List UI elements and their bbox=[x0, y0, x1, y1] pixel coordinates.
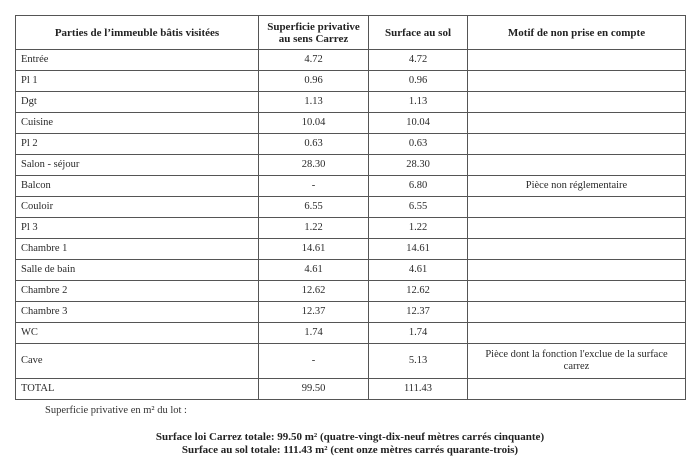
sol-value: 4.61 bbox=[369, 260, 468, 281]
surface-table bbox=[15, 15, 686, 400]
table-row bbox=[16, 323, 686, 344]
motif-value bbox=[468, 260, 686, 281]
carrez-value: 0.63 bbox=[259, 134, 369, 155]
room-name: Entrée bbox=[16, 50, 259, 71]
sol-value: 6.55 bbox=[369, 197, 468, 218]
carrez-value: 0.96 bbox=[259, 71, 369, 92]
total-motif bbox=[468, 379, 686, 400]
room-name: Pl 3 bbox=[16, 218, 259, 239]
room-name: Chambre 2 bbox=[16, 281, 259, 302]
sol-value: 0.96 bbox=[369, 71, 468, 92]
motif-value bbox=[468, 281, 686, 302]
table-row bbox=[16, 197, 686, 218]
header-carrez: Superficie privative au sens Carrez bbox=[259, 16, 369, 50]
table-row bbox=[16, 155, 686, 176]
carrez-value: 12.62 bbox=[259, 281, 369, 302]
sol-value: 0.63 bbox=[369, 134, 468, 155]
table-row bbox=[16, 260, 686, 281]
summary-sol-line: Surface au sol totale: 111.43 m² (cent onze mètres carrés quarante-trois) bbox=[181, 444, 519, 456]
carrez-value: 14.61 bbox=[259, 239, 369, 260]
carrez-value: 12.37 bbox=[259, 302, 369, 323]
table-row bbox=[16, 134, 686, 155]
motif-value: Pièce non réglementaire bbox=[468, 176, 686, 197]
sol-value: 1.13 bbox=[369, 92, 468, 113]
room-name: Pl 1 bbox=[16, 71, 259, 92]
total-sol: 111.43 bbox=[369, 379, 468, 400]
carrez-value: 1.22 bbox=[259, 218, 369, 239]
motif-value bbox=[468, 323, 686, 344]
room-name: Salle de bain bbox=[16, 260, 259, 281]
room-name: Chambre 1 bbox=[16, 239, 259, 260]
sol-value: 4.72 bbox=[369, 50, 468, 71]
table-header-row bbox=[16, 16, 686, 50]
room-name: Cuisine bbox=[16, 113, 259, 134]
table-row bbox=[16, 176, 686, 197]
room-name: WC bbox=[16, 323, 259, 344]
motif-value: Pièce dont la fonction l'exclue de la surface carrez bbox=[468, 344, 686, 379]
motif-value bbox=[468, 218, 686, 239]
table-row bbox=[16, 239, 686, 260]
sol-value: 28.30 bbox=[369, 155, 468, 176]
table-row bbox=[16, 71, 686, 92]
table-row bbox=[16, 218, 686, 239]
motif-value bbox=[468, 239, 686, 260]
motif-value bbox=[468, 71, 686, 92]
carrez-value: 10.04 bbox=[259, 113, 369, 134]
header-motif: Motif de non prise en compte bbox=[468, 16, 686, 50]
total-label: TOTAL bbox=[16, 379, 259, 400]
table-row bbox=[16, 92, 686, 113]
sol-value: 10.04 bbox=[369, 113, 468, 134]
summary-label: Superficie privative en m² du lot : bbox=[45, 405, 187, 416]
room-name: Salon - séjour bbox=[16, 155, 259, 176]
motif-value bbox=[468, 134, 686, 155]
summary-block bbox=[0, 431, 700, 457]
motif-value bbox=[468, 155, 686, 176]
table-row bbox=[16, 281, 686, 302]
sol-value: 1.74 bbox=[369, 323, 468, 344]
room-name: Couloir bbox=[16, 197, 259, 218]
carrez-value: - bbox=[259, 176, 369, 197]
carrez-value: 1.74 bbox=[259, 323, 369, 344]
motif-value bbox=[468, 197, 686, 218]
table-row bbox=[16, 344, 686, 379]
carrez-value: - bbox=[259, 344, 369, 379]
room-name: Chambre 3 bbox=[16, 302, 259, 323]
sol-value: 1.22 bbox=[369, 218, 468, 239]
sol-value: 14.61 bbox=[369, 239, 468, 260]
sol-value: 6.80 bbox=[369, 176, 468, 197]
header-surface-sol: Surface au sol bbox=[369, 16, 468, 50]
sol-value: 12.37 bbox=[369, 302, 468, 323]
total-carrez: 99.50 bbox=[259, 379, 369, 400]
sol-value: 5.13 bbox=[369, 344, 468, 379]
carrez-value: 1.13 bbox=[259, 92, 369, 113]
motif-value bbox=[468, 50, 686, 71]
header-parties: Parties de l’immeuble bâtis visitées bbox=[16, 16, 259, 50]
table-row bbox=[16, 113, 686, 134]
room-name: Balcon bbox=[16, 176, 259, 197]
table-row bbox=[16, 302, 686, 323]
table-row bbox=[16, 50, 686, 71]
motif-value bbox=[468, 92, 686, 113]
motif-value bbox=[468, 113, 686, 134]
sol-value: 12.62 bbox=[369, 281, 468, 302]
motif-value bbox=[468, 302, 686, 323]
room-name: Pl 2 bbox=[16, 134, 259, 155]
total-row bbox=[16, 379, 686, 400]
room-name: Dgt bbox=[16, 92, 259, 113]
summary-carrez-line: Surface loi Carrez totale: 99.50 m² (quatre-vingt-dix-neuf mètres carrés cinquante) bbox=[155, 431, 545, 443]
carrez-value: 28.30 bbox=[259, 155, 369, 176]
carrez-value: 4.61 bbox=[259, 260, 369, 281]
room-name: Cave bbox=[16, 344, 259, 379]
carrez-value: 4.72 bbox=[259, 50, 369, 71]
carrez-value: 6.55 bbox=[259, 197, 369, 218]
